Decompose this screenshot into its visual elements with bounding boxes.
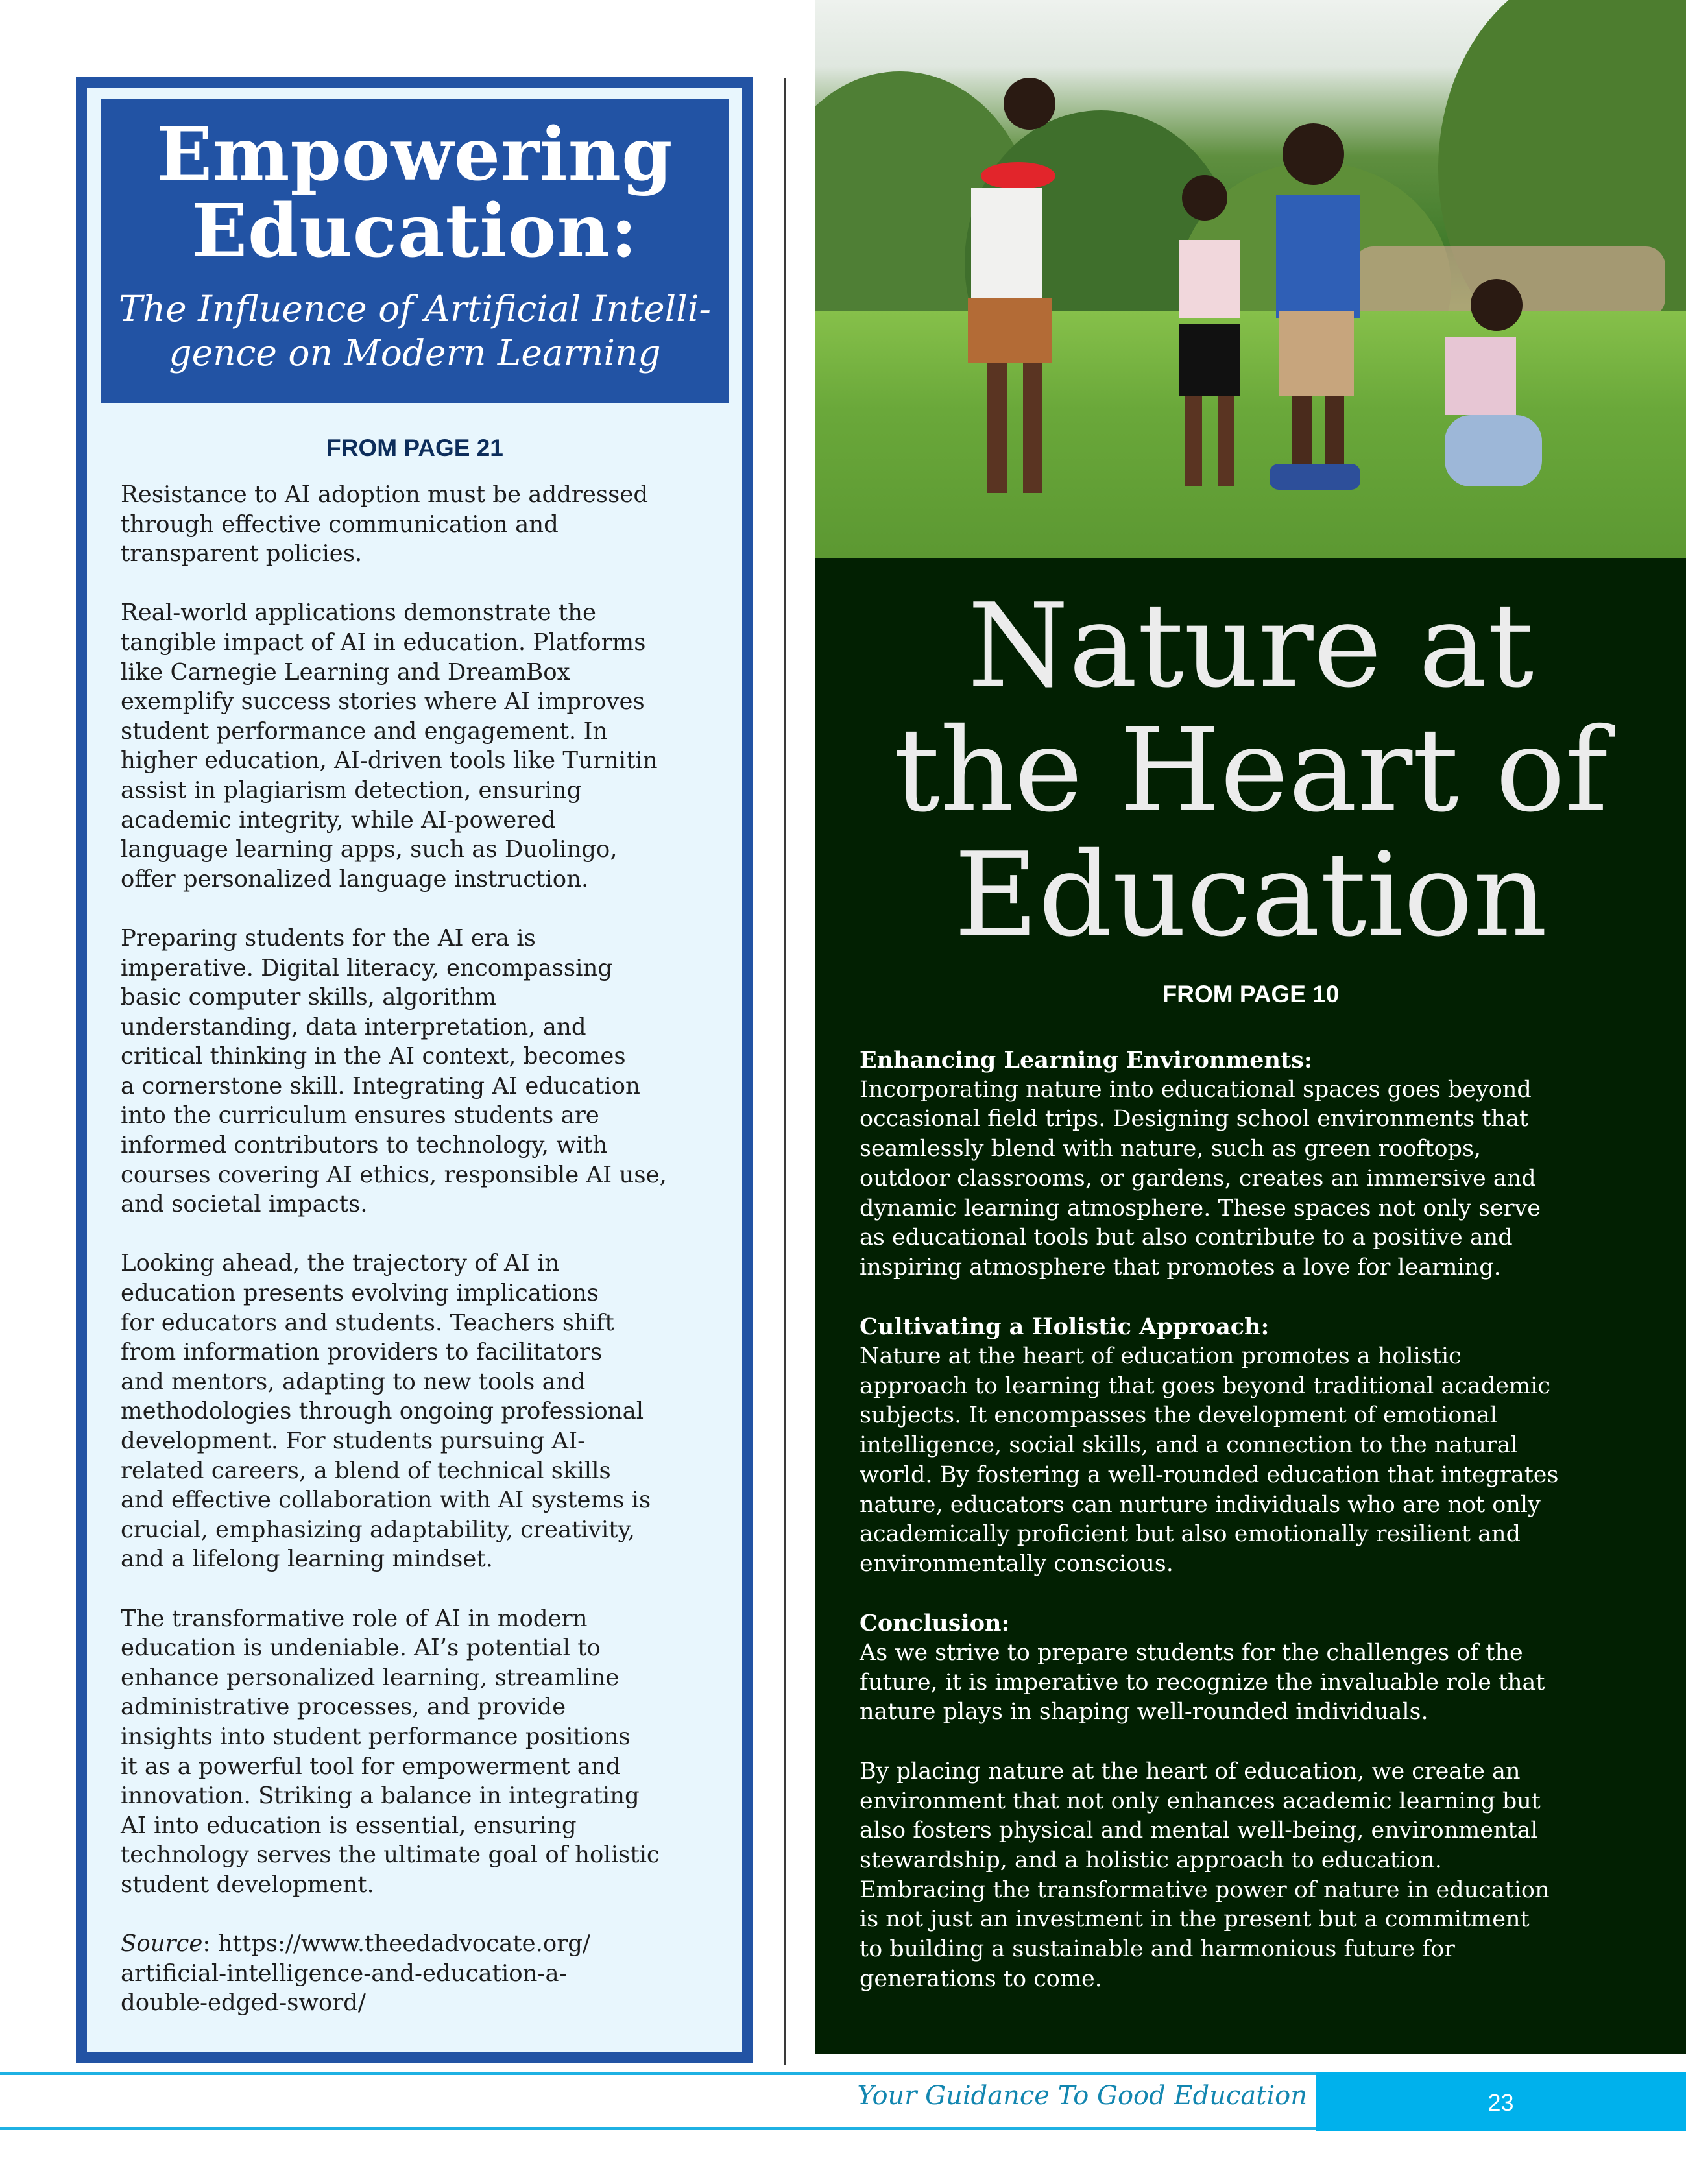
section-paragraph: By placing nature at the heart of education, we create an environment that not only enhances academic learning but also fosters physical and mental well-being, environmental stewardship, and a holistic approach to education. Embracing the transformative power of nature in education is not just an investment in the present but a commitment to building a sustainable and harmonious future for generations to come.	[860, 1758, 1550, 1992]
footer-tagline: Your Guidance To Good Education	[857, 2081, 1307, 2111]
child-figure	[1185, 396, 1202, 486]
child-figure	[968, 298, 1052, 363]
child-figure	[1283, 123, 1344, 185]
left-paragraph: Looking ahead, the trajectory of AI in education presents evolving implications for educators and students. Teachers shift from information providers to facilitators and mentors, adapting to new tools and methodologies through ongoing professional development. For students pursuing AI- related careers, a blend of technical skills and effective collaboration with AI systems is crucial, emphasizing adaptability, creativity, and a lifelong learning mindset.	[121, 1250, 651, 1573]
child-figure	[1218, 396, 1234, 486]
child-figure	[1279, 311, 1354, 396]
left-from-page: FROM PAGE 21	[326, 435, 503, 461]
section-heading: Enhancing Learning Environments:	[860, 1047, 1312, 1074]
children-playing-photo	[815, 0, 1686, 558]
left-paragraph: Real-world applications demonstrate the tangible impact of AI in education. Platforms like Carnegie Learning and DreamBox exemplify success stories where AI improves student performance and engagement. In higher education, AI-driven tools like Turnitin assist in plagiarism detection, ensuring academic integrity, while AI-powered language learning apps, such as Duolingo, offer personalized language instruction.	[121, 599, 658, 893]
left-article-body	[121, 480, 724, 2047]
left-article-title-box	[101, 99, 729, 403]
column-divider	[784, 78, 786, 2065]
child-figure	[1445, 415, 1542, 486]
right-article-title: Nature at the Heart of Education	[893, 579, 1608, 962]
section-holistic-approach	[860, 1312, 1670, 1579]
child-figure	[1179, 240, 1240, 318]
frisbee-icon	[981, 162, 1055, 189]
section-enhancing-learning	[860, 1046, 1670, 1283]
child-figure	[971, 188, 1042, 305]
child-figure	[1471, 279, 1523, 331]
left-article-subtitle	[101, 287, 729, 375]
source-label: Source	[121, 1930, 203, 1958]
child-figure	[987, 363, 1007, 493]
left-article-subtitle-text: The Influence of Artificial Intelli- gence on Modern Learning	[119, 288, 711, 374]
source-citation	[121, 1929, 724, 2018]
left-article-title: Empowering Education:	[156, 112, 673, 274]
section-heading: Cultivating a Holistic Approach:	[860, 1314, 1270, 1341]
child-figure	[1179, 324, 1240, 396]
left-paragraph: The transformative role of AI in modern education is undeniable. AI’s potential to enhance personalized learning, streamline administrative processes, and provide insights into student performance positions it as a powerful tool for empowerment and innovation. Striking a balance in integrating AI into education is essential, ensuring technology serves the ultimate goal of holistic student development.	[121, 1605, 660, 1898]
child-figure	[1276, 195, 1360, 318]
section-paragraph: Nature at the heart of education promotes a holistic approach to learning that goes beyond traditional academic subjects. It encompasses the development of emotional intelligence, social skills, and a connection to the natural world. By fostering a well-rounded education that integrates nature, educators can nurture individuals who are not only academically proficient but also emotionally resilient and environmentally conscious.	[860, 1343, 1559, 1577]
section-paragraph: As we strive to prepare students for the challenges of the future, it is imperative to recognize the invaluable role that nature plays in shaping well-rounded individuals.	[860, 1640, 1545, 1725]
right-article-body	[860, 1046, 1670, 2024]
section-paragraph: Incorporating nature into educational spaces goes beyond occasional field trips. Designing school environments that seamlessly blend with nature, such as green rooftops, outdoor classrooms, or gardens, creates an immersive and dynamic learning atmosphere. These spaces not only serve as educational tools but also contribute to a positive and inspiring atmosphere that promotes a love for learning.	[860, 1076, 1541, 1280]
child-figure	[1004, 78, 1055, 130]
child-figure	[1445, 337, 1516, 415]
left-paragraph: Resistance to AI adoption must be addressed through effective communication and transparent policies.	[121, 481, 649, 568]
footer-rule-bottom	[0, 2127, 1316, 2130]
page-number: 23	[1487, 2089, 1514, 2116]
source-link[interactable]: : https://www.theedadvocate.org/ artificial-intelligence-and-education-a- double-edged-sword/	[121, 1930, 590, 2017]
right-from-page: FROM PAGE 10	[1162, 981, 1340, 1007]
left-paragraph: Preparing students for the AI era is imperative. Digital literacy, encompassing basic computer skills, algorithm understanding, data interpretation, and critical thinking in the AI context, becomes a cornerstone skill. Integrating AI education into the curriculum ensures students are informed contributors to technology, with courses covering AI ethics, responsible AI use, and societal impacts.	[121, 924, 667, 1218]
child-figure	[1182, 175, 1227, 221]
child-figure	[1270, 464, 1360, 490]
section-heading: Conclusion:	[860, 1610, 1010, 1637]
section-conclusion	[860, 1609, 1670, 1994]
lawn	[815, 311, 1686, 558]
child-figure	[1023, 363, 1042, 493]
